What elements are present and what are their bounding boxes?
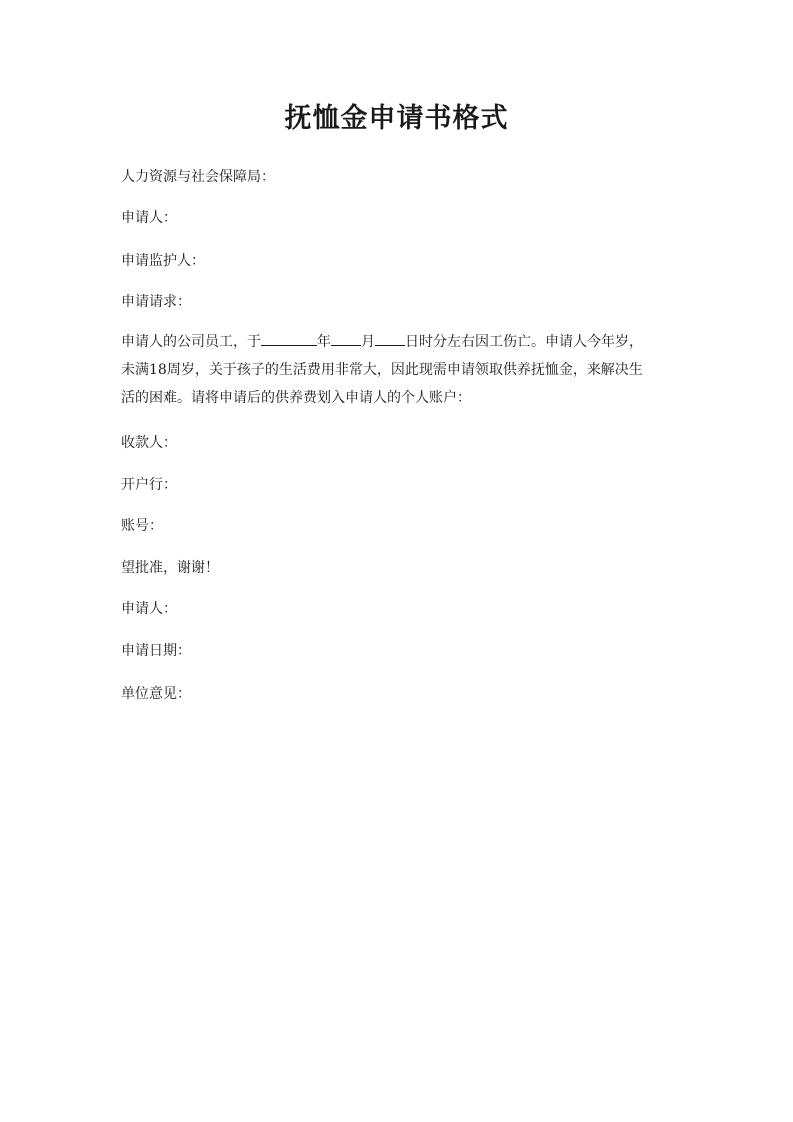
bank-line: 开户行： — [121, 477, 177, 493]
month-label: 月 — [361, 334, 375, 350]
closing-line: 望批准，谢谢！ — [121, 560, 219, 576]
body-text-part1: 申请人的公司员工，于 — [121, 334, 261, 350]
guardian-line: 申请监护人： — [121, 253, 205, 269]
body-line-2: 未满18周岁，关于孩子的生活费用非常大，因此现需申请领取供养抚恤金，来解决生 — [121, 362, 643, 378]
unit-opinion-line: 单位意见： — [121, 686, 191, 702]
body-line-3: 活的困难。请将申请后的供养费划入申请人的个人账户： — [121, 390, 471, 406]
year-blank — [261, 331, 317, 346]
apply-date-line: 申请日期： — [121, 643, 191, 659]
document-title: 抚恤金申请书格式 — [284, 103, 509, 134]
day-blank — [375, 331, 405, 346]
signature-applicant-line: 申请人： — [121, 601, 177, 617]
body-paragraph — [121, 328, 681, 412]
account-line: 账号： — [121, 518, 163, 534]
body-line-1 — [121, 328, 681, 356]
request-line: 申请请求： — [121, 294, 191, 310]
payee-line: 收款人： — [121, 435, 177, 451]
body-text-part2: 日时分左右因工伤亡。申请人今年岁， — [405, 334, 643, 350]
addressee-line: 人力资源与社会保障局： — [121, 169, 275, 185]
applicant-line: 申请人： — [121, 210, 177, 226]
year-label: 年 — [317, 334, 331, 350]
month-blank — [331, 331, 361, 346]
